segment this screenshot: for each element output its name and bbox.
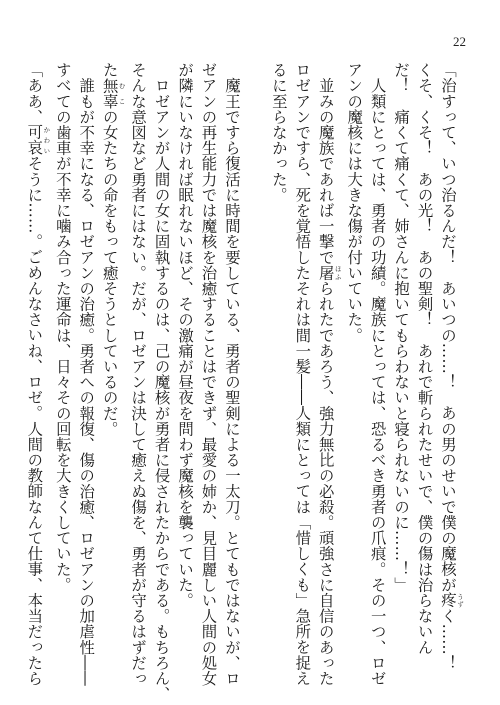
text-line: すべての歯車が不幸に噛み合った運命は、日々その回転を大きくしていた。 [53, 62, 72, 593]
text-line: くそ、くそ！ あの光！ あの聖剣！ あれで斬られたせいで、僕の傷は治らないん [415, 62, 434, 655]
text-line: 人類にとっては、勇者の功績。魔族にとっては、恐るべき勇者の爪痕。その一つ、ロゼ [368, 62, 387, 686]
text-line: そんな意図など勇者にはない。だが、ロゼアンは決して癒えぬ傷を、勇者が守るはずだっ [129, 62, 148, 686]
text-line: 誰もが不幸になる、ロゼアンの治癒。勇者への報復、傷の治癒、ロゼアンの加虐性―― [77, 62, 96, 686]
text-line: アンの魔核には大きな傷が付いていた。 [345, 62, 364, 343]
furigana-reading: ほふ [333, 264, 342, 281]
furigana-reading: うず [456, 592, 464, 608]
text-line: ロゼアンが人間の女に固執するのは、己の魔核が勇者に侵されたからである。もちろん、 [152, 62, 171, 702]
text-line: た無辜 むこの女たちの命をもって癒そうとしているのだ。 [100, 62, 126, 437]
text-line: 「ああ、可哀 かわいそうに……。ごめんなさいね、ロゼ。人間の教師なんて仕事、本当だったら [25, 62, 51, 686]
page-number: 22 [453, 34, 466, 49]
vertical-text-body [25, 62, 464, 702]
furigana-word: 屠 ほふ [316, 264, 342, 281]
text-line: るに至らなかった。 [269, 62, 288, 203]
text-line: ゼアンの再生能力では魔核を治癒することはできず、最愛の姉か、見目麗しい人間の処女 [199, 62, 218, 686]
furigana-reading: むこ [117, 77, 126, 109]
text-line: 魔王ですら復活に時間を要している、勇者の聖剣による一太刀。とてもではないが、ロ [222, 62, 241, 686]
text-line: だ！ 痛くて痛くて、姉さんに抱いてもらわないと寝られないのに……！」 [392, 62, 411, 593]
text-line: 「治すって、いつ治るんだ！ あいつの……！ あの男のせいで僕の魔核が疼 うずく……！ [439, 62, 464, 671]
furigana-reading: かわい [42, 124, 51, 156]
furigana-word: 無辜 むこ [100, 77, 126, 109]
furigana-word: 可哀 かわい [25, 124, 51, 156]
text-line: が隣にいなければ眠れないほど、その激痛が昼夜を問わず魔核を襲っていた。 [176, 62, 195, 608]
furigana-word: 疼 うず [439, 592, 464, 608]
text-line: ロゼアンですら、死を覚悟したそれは間一髪――人類にとっては「惜しくも」急所を捉え [293, 62, 312, 686]
text-line: 並みの魔族であれば一撃で屠 ほふられたであろう、強力無比の必殺。頑強さに自信のあった [316, 62, 342, 687]
